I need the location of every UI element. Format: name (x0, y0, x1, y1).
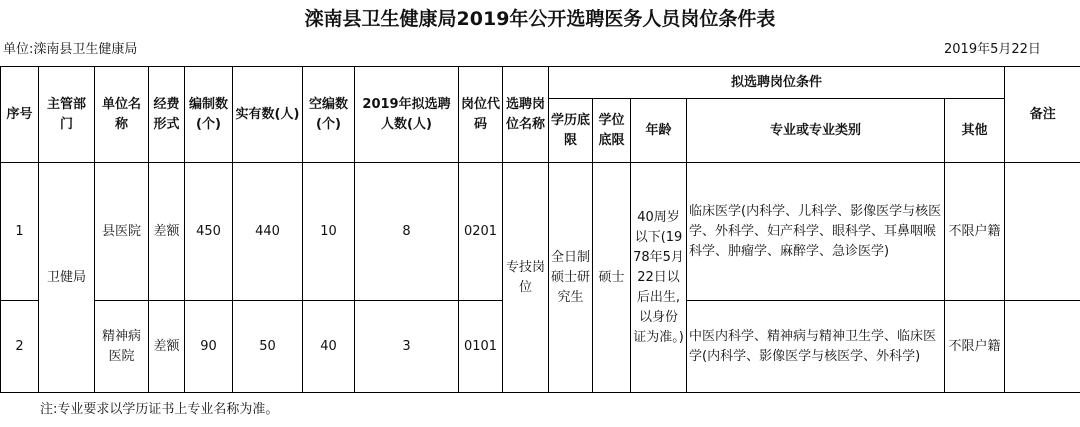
header-dept: 主管部门 (39, 67, 95, 163)
age-cell: 40周岁以下(1978年5月22日以后出生,以身份证为准。) (631, 163, 687, 393)
header-row-top (1, 67, 1080, 99)
table-row (1, 163, 1080, 301)
dept-cell: 卫健局 (39, 163, 95, 393)
conditions-table (0, 66, 1080, 393)
unit-label: 单位:滦南县卫生健康局 (3, 42, 138, 57)
row-actual: 440 (233, 163, 303, 301)
header-seq: 序号 (1, 67, 39, 163)
header-hire-count: 2019年拟选聘人数(人) (355, 67, 459, 163)
row-major: 临床医学(内科学、儿科学、影像医学与核医学、外科学、妇产科学、眼科学、耳鼻咽喉科学、肿瘤学、麻醉学、急诊医学) (687, 163, 945, 301)
footnote: 注:专业要求以学历证书上专业名称为准。 (40, 402, 279, 417)
row-hire-count: 3 (355, 301, 459, 393)
row-other: 不限户籍 (945, 301, 1005, 393)
row-unit-name: 精神病医院 (95, 301, 149, 393)
row-funding: 差额 (149, 163, 185, 301)
row-quota: 90 (185, 301, 233, 393)
header-actual: 实有数(人) (233, 67, 303, 163)
row-funding: 差额 (149, 301, 185, 393)
header-major: 专业或专业类别 (687, 99, 945, 163)
header-post-name: 选聘岗位名称 (503, 67, 549, 163)
edu-cell: 全日制硕士研究生 (549, 163, 593, 393)
header-conditions: 拟选聘岗位条件 (549, 67, 1005, 99)
table-title: 滦南县卫生健康局2019年公开选聘医务人员岗位条件表 (304, 8, 776, 30)
row-major: 中医内科学、精神病与精神卫生学、临床医学(内科学、影像医学与核医学、外科学) (687, 301, 945, 393)
row-other: 不限户籍 (945, 163, 1005, 301)
row-post-code: 0201 (459, 163, 503, 301)
row-unit-name: 县医院 (95, 163, 149, 301)
post-name-cell: 专技岗位 (503, 163, 549, 393)
header-post-code: 岗位代码 (459, 67, 503, 163)
degree-cell: 硕士 (593, 163, 631, 393)
header-degree: 学位底限 (593, 99, 631, 163)
row-actual: 50 (233, 301, 303, 393)
header-edu: 学历底限 (549, 99, 593, 163)
header-vacancy: 空编数(个) (303, 67, 355, 163)
header-funding: 经费形式 (149, 67, 185, 163)
row-quota: 450 (185, 163, 233, 301)
row-seq: 1 (1, 163, 39, 301)
header-remarks: 备注 (1005, 67, 1080, 163)
header-quota: 编制数(个) (185, 67, 233, 163)
header-unit-name: 单位名称 (95, 67, 149, 163)
row-seq: 2 (1, 301, 39, 393)
row-post-code: 0101 (459, 301, 503, 393)
row-hire-count: 8 (355, 163, 459, 301)
row-remarks (1005, 163, 1080, 301)
row-remarks (1005, 301, 1080, 393)
header-other: 其他 (945, 99, 1005, 163)
row-vacancy: 10 (303, 163, 355, 301)
date-label: 2019年5月22日 (944, 42, 1041, 57)
row-vacancy: 40 (303, 301, 355, 393)
header-age: 年龄 (631, 99, 687, 163)
